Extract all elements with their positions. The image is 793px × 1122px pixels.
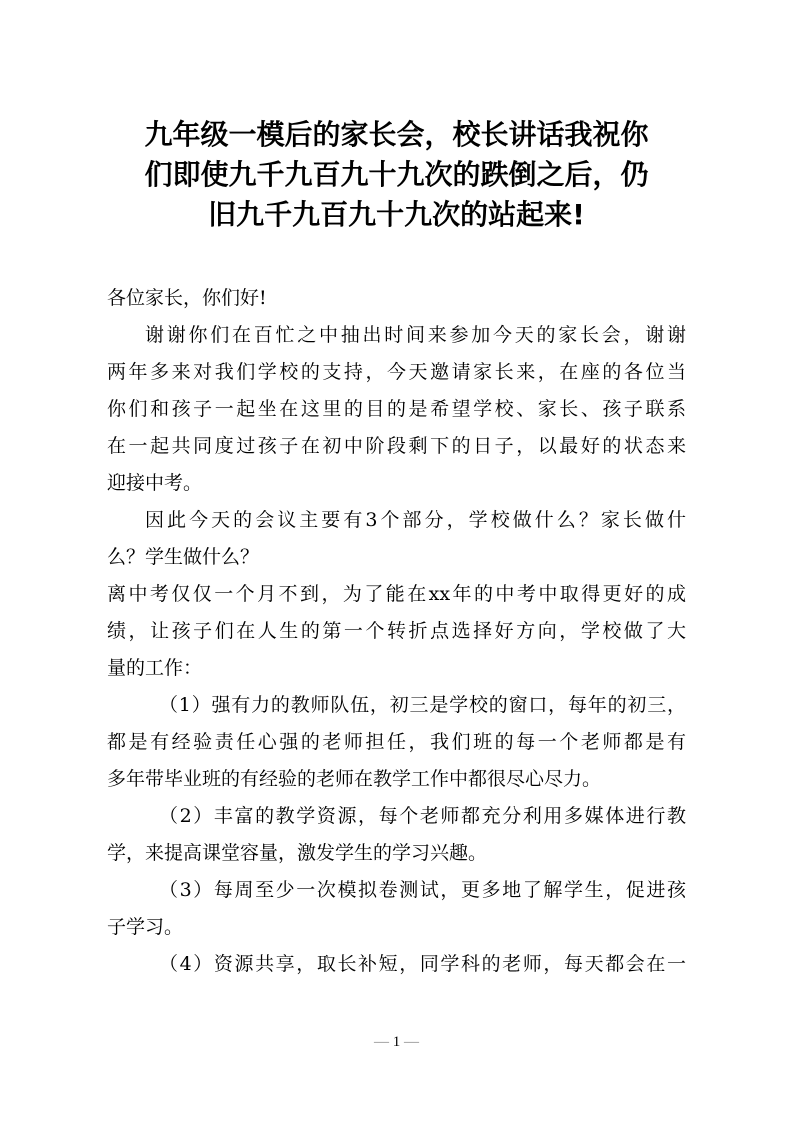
body-line: 在一起共同度过孩子在初中阶段剩下的日子，以最好的状态来 [107, 435, 686, 457]
title-line-1: 九年级一模后的家长会，校长讲话我祝你 [144, 118, 649, 151]
title-line-3: 旧九千九百九十九次的站起来! [208, 198, 585, 231]
body-line: 都是有经验责任心强的老师担任，我们班的每一个老师都是有 [107, 731, 686, 753]
body-line: 多年带毕业班的有经验的老师在教学工作中都很尽心尽力。 [107, 768, 602, 790]
body-line: 子学习。 [107, 916, 184, 938]
body-line: 迎接中考。 [107, 472, 203, 494]
page-number: 1 [392, 1034, 401, 1050]
body-line: 谢谢你们在百忙之中抽出时间来参加今天的家长会，谢谢 [145, 324, 686, 346]
document-title [107, 115, 686, 235]
body-line: （3）每周至少一次模拟卷测试，更多地了解学生，促进孩 [159, 879, 686, 901]
body-line: 因此今天的会议主要有3个部分，学校做什么？家长做什 [145, 509, 686, 531]
title-line-2: 们即使九千九百九十九次的跌倒之后，仍 [144, 158, 649, 191]
body-line: 离中考仅仅一个月不到，为了能在xx年的中考中取得更好的成 [107, 583, 686, 605]
body-line: 量的工作： [107, 657, 203, 679]
body-line: 各位家长，你们好! [107, 287, 267, 309]
body-line: （2）丰富的教学资源，每个老师都充分利用多媒体进行教 [159, 805, 686, 827]
body-line: 绩，让孩子们在人生的第一个转折点选择好方向，学校做了大 [107, 620, 686, 642]
body-line: 两年多来对我们学校的支持，今天邀请家长来，在座的各位当 [107, 361, 686, 383]
body-line: 你们和孩子一起坐在这里的目的是希望学校、家长、孩子联系 [107, 398, 686, 420]
body-line: （4）资源共享，取长补短，同学科的老师，每天都会在一 [159, 953, 686, 975]
page-footer [0, 1034, 793, 1051]
body-line: （1）强有力的教师队伍，初三是学校的窗口，每年的初三， [159, 694, 686, 716]
document-body [107, 280, 686, 983]
footer-dash-right: — [404, 1034, 419, 1050]
body-line: 么？学生做什么？ [107, 546, 260, 568]
footer-dash-left: — [374, 1034, 389, 1050]
body-line: 学，来提高课堂容量，激发学生的学习兴趣。 [107, 842, 488, 864]
